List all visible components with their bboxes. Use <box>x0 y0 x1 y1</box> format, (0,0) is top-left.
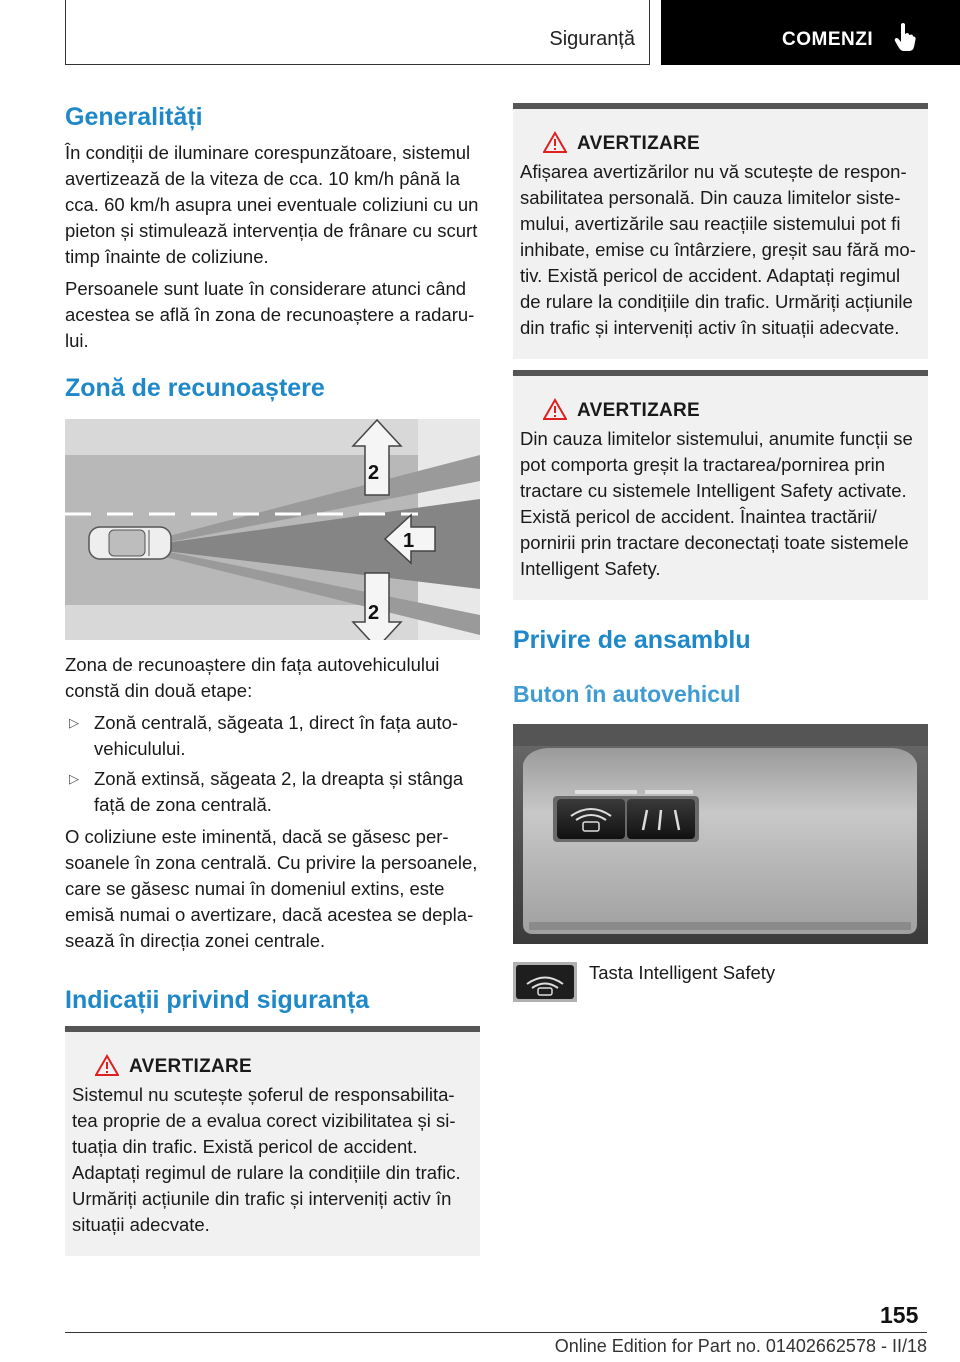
heading-safety-notes: Indicații privind siguranța <box>65 986 370 1014</box>
paragraph-zone-1: Zona de recunoaștere din fața autovehiculului constă din două etape: <box>65 654 440 701</box>
header-section-box <box>65 0 650 65</box>
arrow-top-label: 2 <box>368 462 380 484</box>
heading-detection-zone: Zonă de recunoaștere <box>65 374 325 402</box>
intelligent-safety-button[interactable] <box>557 799 625 839</box>
intelligent-safety-key-icon <box>513 962 577 1002</box>
warning-body: Sistemul nu scutește șoferul de responsabilita‐tea proprie de a evalua corect vizibilitatea și si‐tuația din trafic. Există pericol de accident. Adaptați regimul de rulare la condițiile din trafic. Urmăriți acțiunile din trafic și interveniți activ în situații adecvate. <box>72 1084 461 1235</box>
pointing-hand-icon <box>894 22 916 52</box>
triangle-bullet-icon: ▷ <box>69 771 79 786</box>
paragraph-general-1: În condiții de iluminare corespunzătoare, sistemul avertizează de la viteza de cca. 10 km/h până la cca. 60 km/h asupra unei eventuale coliziuni cu un pieton și stimulează intervenția de frânare cu scurt timp înainte de coliziune. <box>65 142 479 267</box>
arrow-middle-label: 1 <box>403 530 415 552</box>
lane-assist-button[interactable] <box>627 799 695 839</box>
warning-title: AVERTIZARE <box>129 1056 252 1077</box>
footer-edition: Online Edition for Part no. 01402662578 - II/18 <box>554 1336 927 1356</box>
warning-title: AVERTIZARE <box>577 133 700 154</box>
section-title: Siguranță <box>549 28 635 50</box>
indicator-led <box>575 790 637 794</box>
heading-button-in-vehicle: Buton în autovehicul <box>513 681 741 707</box>
heading-general: Generalități <box>65 103 203 131</box>
header-chapter-box[interactable] <box>661 0 960 65</box>
triangle-bullet-icon: ▷ <box>69 715 79 730</box>
arrow-bottom-label: 2 <box>368 602 380 624</box>
footer-divider <box>65 1332 927 1333</box>
legend-item <box>513 962 928 1007</box>
page-number: 155 <box>880 1302 919 1328</box>
car-icon <box>89 527 171 559</box>
paragraph-zone-2: O coliziune este iminentă, dacă se găsesc per‐soanele în zona centrală. Cu privire la persoanele, care se găsesc numai în domeniul extins, este emisă numai o avertizare, dacă acestea se depla‐sează în direcția zonei centrale. <box>65 826 478 951</box>
warning-triangle-icon <box>95 1054 119 1076</box>
warning-triangle-icon <box>543 131 567 153</box>
list-item: ▷ Zonă extinsă, săgeata 2, la dreapta și stânga față de zona centrală. <box>69 768 464 815</box>
warning-triangle-icon <box>543 398 567 420</box>
warning-box-2 <box>513 103 928 359</box>
warning-box-3 <box>513 370 928 600</box>
warning-body: Afișarea avertizărilor nu vă scutește de respon‐sabilitatea personală. Din cauza limitelor siste‐mului, avertizările sau reacțiile sistemului pot fi inhibate, emise cu întârziere, greșit sau fără mo‐tiv. Există pericol de accident. Adaptați regimul de rulare la condițiile din trafic. Urmăriți acțiunile din trafic și interveniți activ în situații adecvate. <box>520 161 916 338</box>
indicator-led <box>645 790 693 794</box>
chapter-title: COMENZI <box>782 29 874 50</box>
heading-overview: Privire de ansamblu <box>513 626 751 654</box>
warning-box-1 <box>65 1026 480 1256</box>
list-item: ▷ Zonă centrală, săgeata 1, direct în fața auto‐vehiculului. <box>69 712 459 759</box>
warning-title: AVERTIZARE <box>577 400 700 421</box>
detection-zone-figure <box>65 419 480 640</box>
warning-body: Din cauza limitelor sistemului, anumite funcții se pot comporta greșit la tractarea/pornirea prin tractare cu sistemele Intelligent Safety activate. Există pericol de accident. Înaintea tractării/ pornirii prin tractare deconectați toate sistemele Intelligent Safety. <box>520 428 913 579</box>
paragraph-general-2: Persoanele sunt luate în considerare atunci când acestea se află în zona de recunoaștere a radaru‐lui. <box>65 278 475 351</box>
legend-label: Tasta Intelligent Safety <box>589 962 776 983</box>
button-photo <box>513 724 928 944</box>
